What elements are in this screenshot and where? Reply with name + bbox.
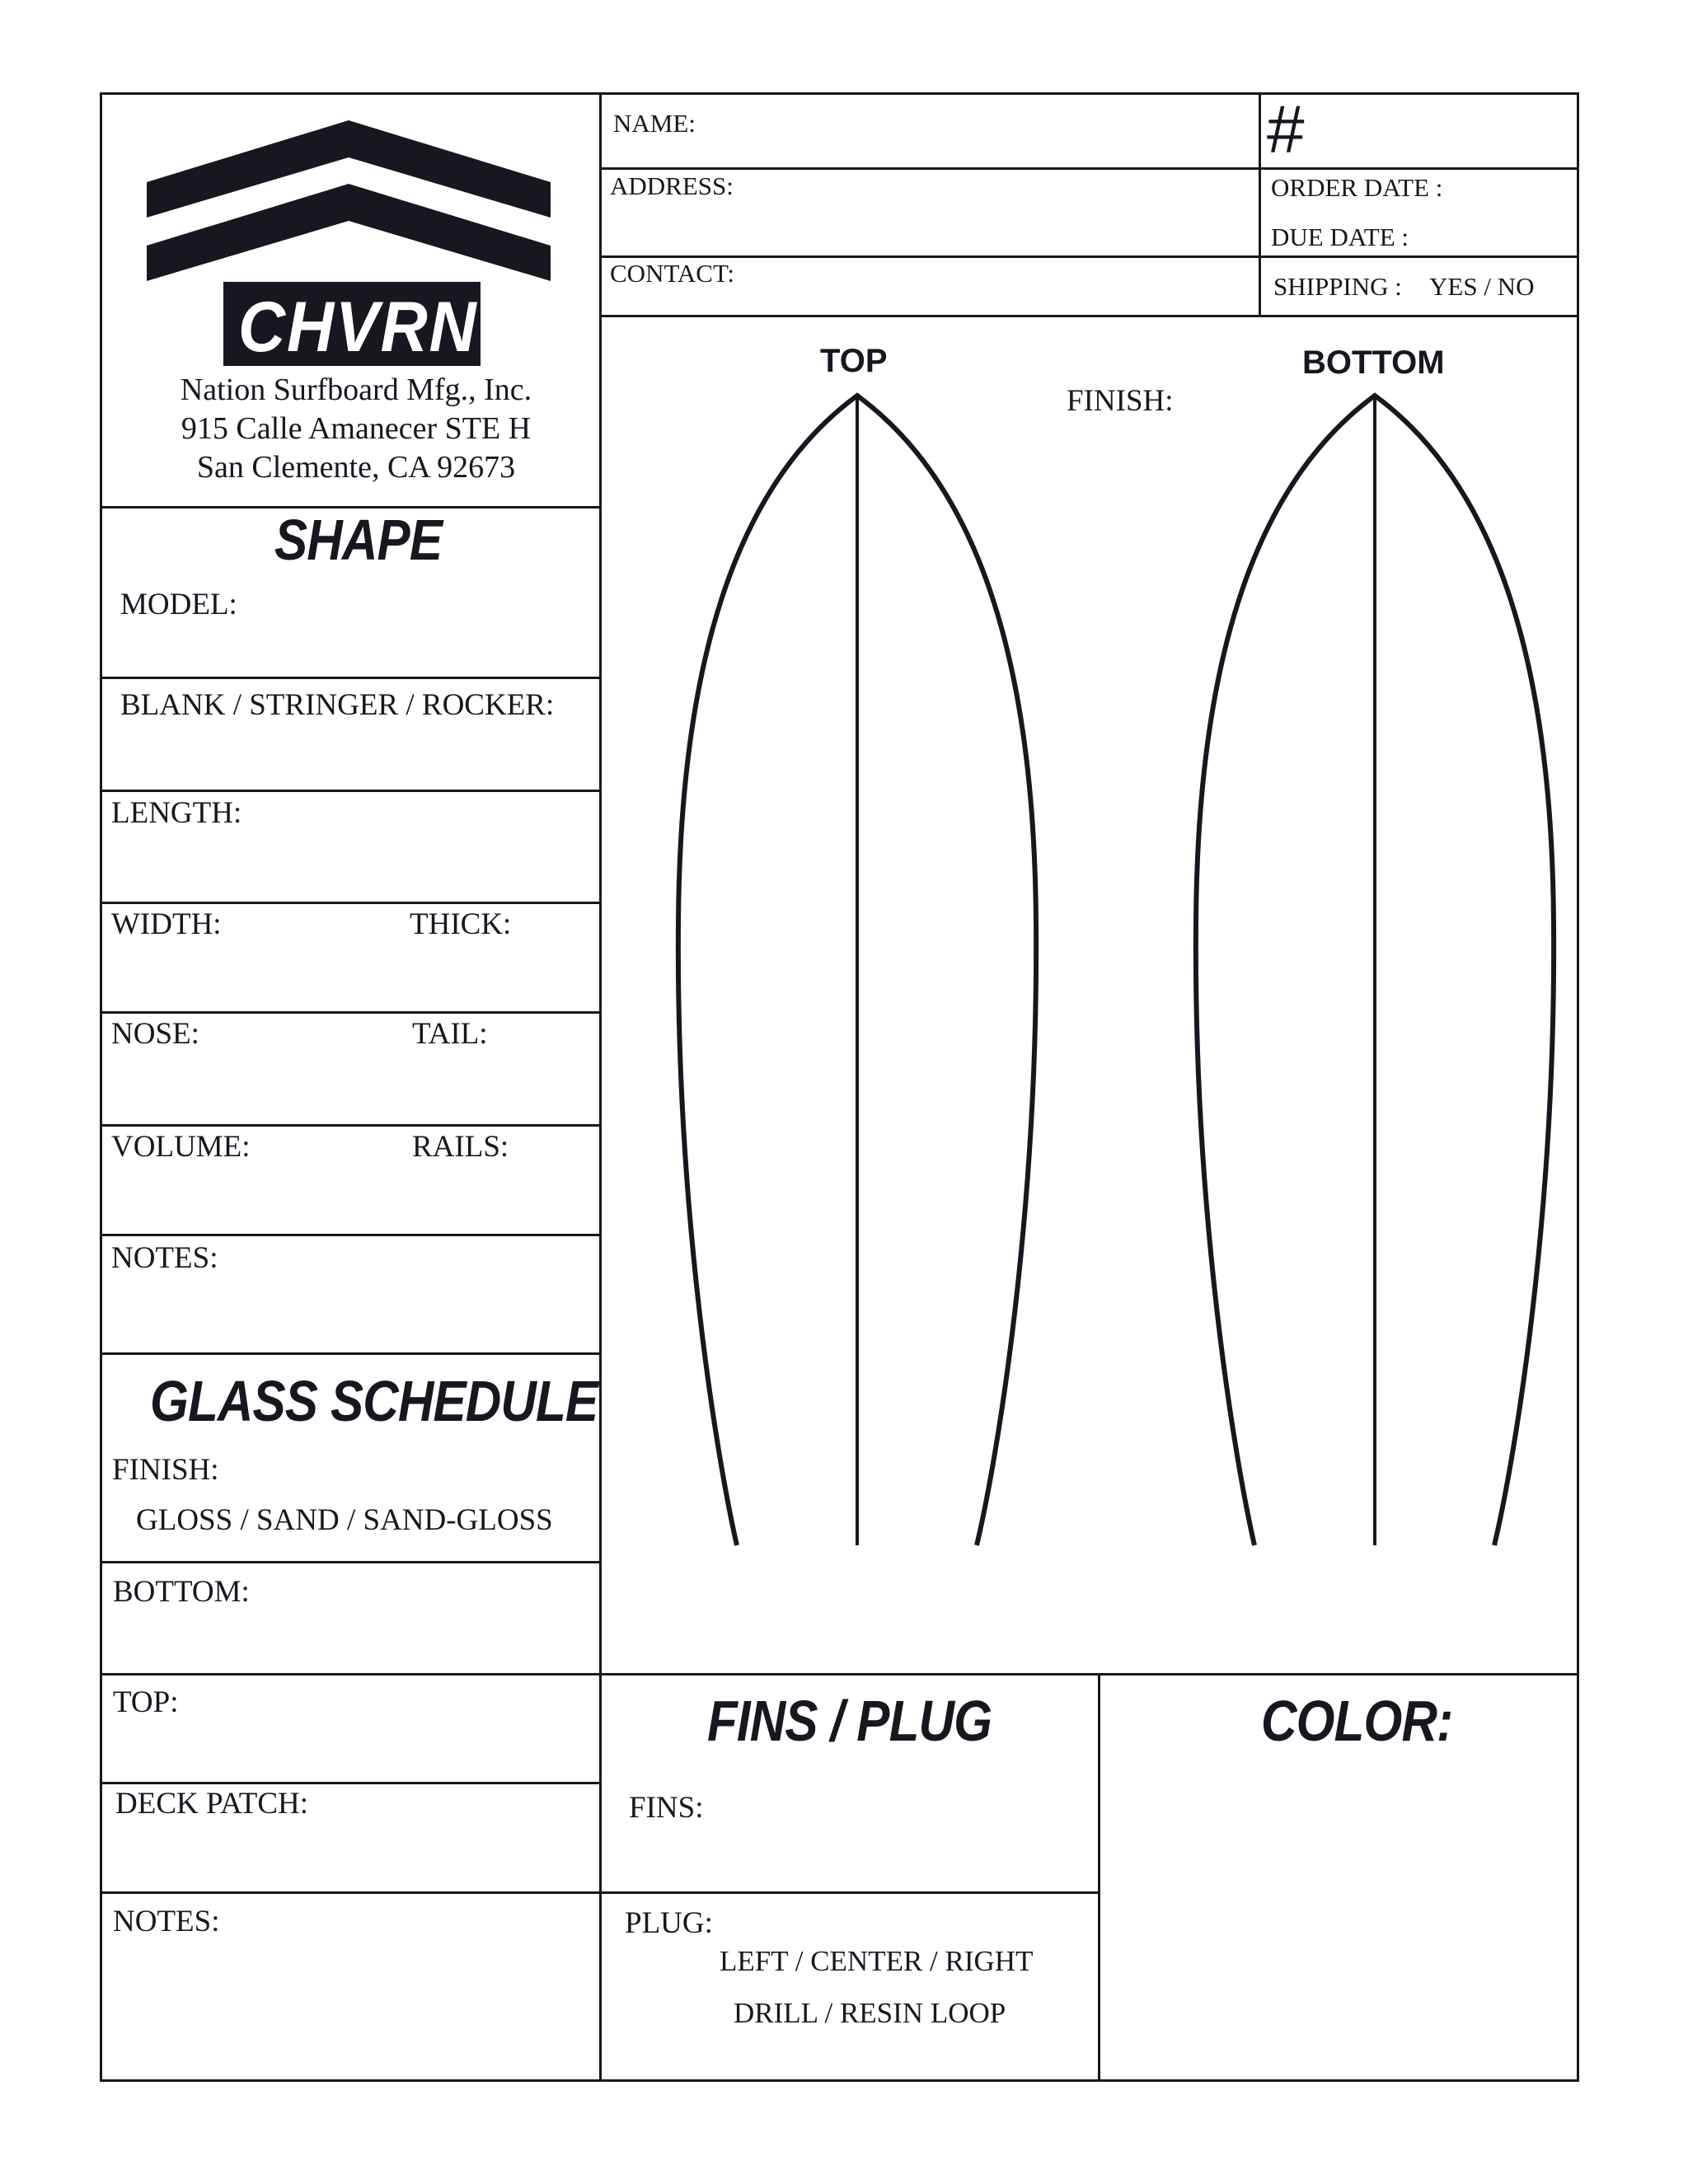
- fins-field[interactable]: FINS:: [629, 1791, 704, 1825]
- color-input-area[interactable]: [1103, 1764, 1573, 2077]
- due-date-field[interactable]: DUE DATE :: [1271, 223, 1409, 251]
- row-finish-bottom: [100, 1561, 602, 1563]
- chevron-logo-icon: [147, 120, 554, 285]
- width-field[interactable]: WIDTH:: [111, 907, 222, 941]
- rails-field[interactable]: RAILS:: [412, 1130, 509, 1164]
- diagram-top-label: TOP: [820, 343, 888, 379]
- row-nose-bottom: [100, 1124, 602, 1127]
- diagram-finish-field[interactable]: FINISH:: [1067, 384, 1174, 418]
- row-top-bottom: [100, 1782, 602, 1784]
- surfboard-outline-top: [659, 387, 1055, 1558]
- color-heading: COLOR:: [1261, 1689, 1453, 1753]
- company-city: San Clemente, CA 92673: [196, 450, 516, 485]
- glass-notes-field[interactable]: NOTES:: [113, 1905, 220, 1938]
- glass-schedule-heading: GLASS SCHEDULE: [150, 1369, 598, 1433]
- fins-plug-divider: [599, 1891, 1100, 1894]
- shipping-field[interactable]: SHIPPING :: [1273, 272, 1402, 301]
- nose-field[interactable]: NOSE:: [111, 1017, 199, 1051]
- fins-plug-heading: FINS / PLUG: [707, 1689, 992, 1753]
- address-field[interactable]: ADDRESS:: [610, 171, 734, 200]
- frame-right: [1577, 92, 1579, 2082]
- surfboard-outline-bottom: [1177, 387, 1573, 1558]
- header-row-2: [599, 255, 1579, 258]
- order-number-field[interactable]: #: [1267, 92, 1305, 167]
- plug-position-options[interactable]: LEFT / CENTER / RIGHT: [720, 1945, 1034, 1977]
- row-model-bottom: [100, 677, 602, 679]
- glass-finish-field[interactable]: FINISH:: [112, 1453, 219, 1487]
- plug-field[interactable]: PLUG:: [625, 1906, 713, 1940]
- shipping-options[interactable]: YES / NO: [1429, 272, 1535, 301]
- header-row-3: [599, 315, 1579, 317]
- length-field[interactable]: LENGTH:: [111, 796, 242, 830]
- glass-finish-options[interactable]: GLOSS / SAND / SAND-GLOSS: [136, 1503, 553, 1537]
- frame-top: [100, 92, 1579, 95]
- header-divider: [1259, 92, 1261, 316]
- tail-field[interactable]: TAIL:: [412, 1017, 488, 1051]
- volume-field[interactable]: VOLUME:: [111, 1130, 251, 1164]
- blank-stringer-rocker-field[interactable]: BLANK / STRINGER / ROCKER:: [120, 688, 555, 722]
- row-length-bottom: [100, 902, 602, 904]
- shape-heading: SHAPE: [274, 508, 443, 572]
- row-volume-bottom: [100, 1234, 602, 1236]
- header-row-1: [599, 167, 1579, 170]
- order-date-field[interactable]: ORDER DATE :: [1271, 173, 1443, 202]
- deck-patch-field[interactable]: DECK PATCH:: [115, 1787, 309, 1821]
- bottom-section-top: [599, 1673, 1579, 1675]
- company-name: Nation Surfboard Mfg., Inc.: [180, 373, 532, 407]
- glass-top-field[interactable]: TOP:: [113, 1685, 179, 1719]
- name-field[interactable]: NAME:: [613, 109, 696, 138]
- plug-type-options[interactable]: DRILL / RESIN LOOP: [734, 1997, 1006, 2029]
- logo-badge: [223, 282, 481, 366]
- color-divider: [1098, 1673, 1100, 2082]
- contact-field[interactable]: CONTACT:: [610, 259, 734, 288]
- row-notes-bottom: [100, 1352, 602, 1355]
- row-width-bottom: [100, 1011, 602, 1014]
- diagram-bottom-label: BOTTOM: [1302, 344, 1445, 381]
- logo-text: CHVRN: [238, 288, 478, 367]
- frame-bottom: [100, 2079, 1579, 2082]
- model-field[interactable]: MODEL:: [120, 588, 237, 621]
- shape-notes-field[interactable]: NOTES:: [111, 1241, 218, 1275]
- row-bottom-bottom: [100, 1673, 602, 1675]
- glass-bottom-field[interactable]: BOTTOM:: [113, 1575, 250, 1609]
- row-blank-bottom: [100, 790, 602, 792]
- row-deck-bottom: [100, 1891, 602, 1894]
- thick-field[interactable]: THICK:: [410, 907, 512, 941]
- company-street: 915 Calle Amanecer STE H: [181, 411, 532, 446]
